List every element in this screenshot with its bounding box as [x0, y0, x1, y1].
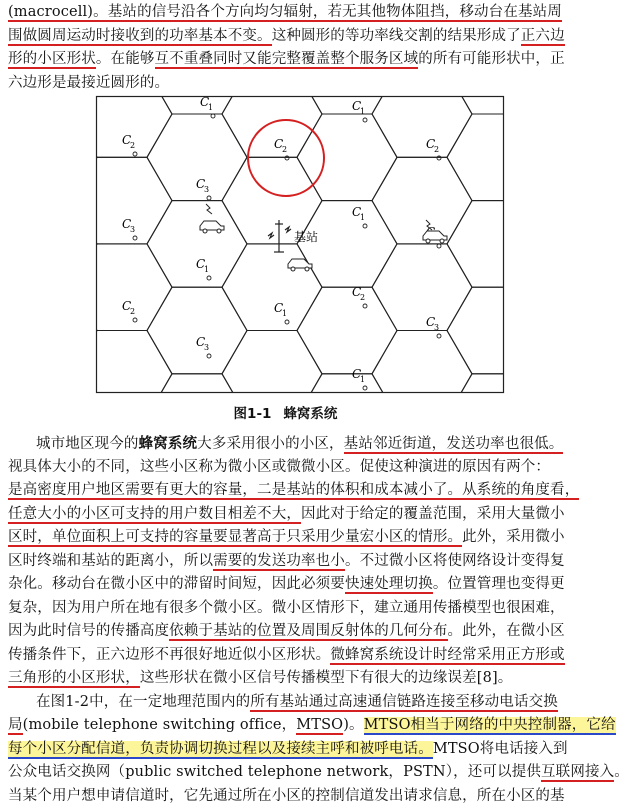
text-line — [8, 667, 579, 691]
text-run: 城市地区现今的 — [36, 436, 139, 452]
hex-cell — [0, 287, 97, 374]
body-paragraph — [0, 432, 579, 808]
hex-cell — [147, 201, 247, 288]
top-paragraph — [0, 1, 579, 95]
text-run: 杂化。移动台在微小区中的滞留时间短，因此必须要 — [8, 576, 345, 592]
cell-label: C — [352, 205, 361, 219]
cell-label: C — [122, 217, 131, 231]
text-run: )。 — [343, 717, 363, 733]
cell-label: C — [122, 299, 131, 313]
cell-label-subscript: 1 — [208, 103, 213, 112]
text-line — [8, 25, 579, 49]
hex-cell — [447, 287, 547, 374]
cell-center-dot — [437, 334, 441, 338]
text-run: 。 — [614, 764, 629, 780]
figure-caption — [0, 402, 571, 422]
cell-label: C — [274, 301, 283, 315]
cell-label-subscript: 3 — [204, 343, 209, 352]
text-line — [8, 761, 579, 785]
cell-label-subscript: 2 — [360, 293, 365, 302]
hex-cell — [72, 244, 172, 331]
hex-cell — [522, 157, 622, 244]
cell-label: C — [196, 257, 205, 271]
text-run: MTSO — [296, 717, 343, 735]
text-line — [8, 785, 579, 808]
cell-center-dot — [363, 118, 367, 122]
cell-label: C — [274, 137, 283, 151]
text-run: 大多采用很小的小区， — [197, 436, 344, 452]
cell-center-dot — [133, 318, 137, 322]
cell-label-subscript: 2 — [434, 145, 439, 154]
text-run: 蜂窝系统 — [139, 435, 198, 452]
cell-label-subscript: 2 — [130, 307, 135, 316]
text-line — [8, 620, 579, 644]
text-run: 此外，采用微小 — [462, 529, 565, 545]
text-run: 需要的发送功率也小 — [213, 553, 345, 571]
text-run: (macrocell)。基站的信号沿各个方向均匀辐射，若无其他物体阻挡，移动台在基站周 — [8, 4, 562, 22]
text-run: 复杂，因为用户所在地有很多个微小区。微小区情形下，建立通用传播模型也很困难， — [8, 600, 565, 616]
cell-center-dot — [211, 114, 215, 118]
text-run: 三角形的小区形状， — [8, 670, 140, 688]
cell-center-dot — [285, 320, 289, 324]
hex-cell — [522, 244, 622, 331]
car-icon — [200, 221, 224, 233]
text-run: MTSO相当于网络的中央控制器，它给 — [364, 717, 616, 735]
hex-cell — [222, 244, 322, 331]
cell-center-dot — [285, 156, 289, 160]
text-line — [8, 644, 579, 668]
text-run: 在图1-2中，在一定地理范围内的 — [36, 694, 250, 710]
cell-label-subscript: 3 — [204, 185, 209, 194]
text-run: 互联网接入 — [541, 764, 614, 782]
text-run: 六边形是最接近圆形的。 — [8, 75, 169, 91]
text-run: 依赖于基站的位置及周围反射体的几何分布 — [169, 623, 447, 641]
cellular-system-figure — [96, 96, 504, 394]
hex-cell — [447, 114, 547, 201]
cell-label: C — [200, 95, 209, 109]
caption-number: 图1-1 — [234, 406, 272, 422]
text-line — [8, 48, 579, 72]
cell-label-subscript: 1 — [360, 213, 365, 222]
cell-labels — [122, 95, 441, 390]
hex-cell — [147, 287, 247, 374]
text-run: 每个小区分配信道，负责协调切换过程以及接续主呼和被呼电话。 — [8, 741, 433, 759]
cell-center-dot — [133, 152, 137, 156]
text-run: 的所有可能形状中，正 — [418, 51, 565, 67]
hex-cell — [372, 244, 472, 331]
cell-center-dot — [437, 244, 441, 248]
signal-icon — [206, 204, 432, 230]
text-run: 。位置管理也变得更 — [433, 576, 565, 592]
cell-label-subscript: 1 — [204, 265, 209, 274]
cell-label-subscript: 1 — [360, 107, 365, 116]
text-line — [8, 691, 579, 715]
text-run: 因为此时信号的传播高度 — [8, 623, 169, 639]
text-run: 基站邻近街道，发送功率也很低。 — [344, 436, 564, 454]
text-line — [8, 1, 579, 25]
text-run: 正六边 — [521, 28, 565, 46]
cell-label: C — [122, 133, 131, 147]
hex-cell — [372, 157, 472, 244]
cell-label: C — [196, 335, 205, 349]
cell-center-dot — [363, 304, 367, 308]
text-line — [8, 503, 579, 527]
car-icon — [288, 259, 312, 271]
text-run: 微蜂窝系统设计时经常采用正方形或 — [330, 647, 564, 665]
cell-center-dot — [437, 156, 441, 160]
hex-cell — [0, 114, 97, 201]
cell-label-subscript: 3 — [434, 323, 439, 332]
cell-label-subscript: 2 — [282, 145, 287, 154]
hex-cell — [297, 114, 397, 201]
cell-label-subscript: 1 — [360, 375, 365, 384]
hex-cell — [297, 287, 397, 374]
caption-title: 蜂窝系统 — [283, 406, 337, 422]
text-run: 当某个用户想申请信道时，它先通过所在小区的控制信道发出请求信息，所在小区的基 — [8, 788, 565, 804]
text-line — [8, 72, 579, 96]
text-run: 因此对于给定的覆盖范围，采用大量微小 — [301, 506, 565, 522]
text-run: 这种圆形的等功率线交割的结果形成了 — [272, 28, 521, 44]
text-line — [8, 738, 579, 762]
text-line — [8, 714, 579, 738]
cell-center-dot — [207, 276, 211, 280]
base-station-icon — [268, 220, 291, 252]
text-run: 围做圆周运动时接收到的功率基本不变。 — [8, 28, 272, 46]
text-line — [8, 479, 579, 503]
cell-label: C — [352, 367, 361, 381]
text-run: 局 — [8, 717, 23, 735]
coverage-circle — [248, 120, 324, 196]
cell-center-dot — [207, 354, 211, 358]
text-line — [8, 597, 579, 621]
cell-label-subscript: 1 — [282, 309, 287, 318]
cell-label: C — [352, 99, 361, 113]
text-run: 形的小区形状 — [8, 51, 96, 69]
text-run: 。此外，在微小区 — [448, 623, 565, 639]
text-run: 公众电话交换网（public switched telephone network，PSTN），还可以提供 — [8, 764, 541, 780]
cell-label: C — [352, 285, 361, 299]
text-run: 。不过微小区将使网络设计变得复 — [345, 553, 565, 569]
base-station-label: 基站 — [294, 229, 318, 244]
text-run: 任意大小的小区可支持的用户数目相差不大， — [8, 506, 301, 524]
cell-label: C — [196, 177, 205, 191]
text-line — [8, 526, 579, 550]
cell-center-dot — [133, 236, 137, 240]
text-line — [8, 432, 579, 456]
cell-center-dot — [363, 386, 367, 390]
text-run: MTSO将电话接入到 — [433, 741, 568, 757]
text-run: 所有基站通过高速通信链路连接至移动电话交换 — [250, 694, 558, 712]
hex-cell — [447, 201, 547, 288]
text-run: 传播条件下，正六边形不再很好地近似小区形状。 — [8, 647, 330, 663]
text-run: 视具体大小的不同，这些小区称为微小区或微微小区。促使这种演进的原因有两个： — [8, 459, 550, 475]
cell-label: C — [426, 315, 435, 329]
text-run: 是高密度用户地区需要有更大的容量，二是基站的体积和成本减小了。 — [8, 482, 462, 500]
cell-center-dot — [363, 224, 367, 228]
text-run: 从系统的角度看， — [462, 482, 579, 500]
text-run: 区时终端和基站的距离小，所以 — [8, 553, 213, 569]
cell-center-dot — [207, 196, 211, 200]
text-line — [8, 550, 579, 574]
text-run: 。在能够 — [96, 51, 155, 67]
hex-cell — [0, 201, 97, 288]
cell-label: C — [426, 137, 435, 151]
text-run: (mobile telephone switching office， — [23, 717, 297, 733]
text-run: 这些形状在微小区信号传播模型下有很大的边缘误差[8]。 — [140, 670, 513, 686]
text-run: 区时，单位面积上可支持的容量要显著高于只采用少量宏小区的情形。 — [8, 529, 462, 547]
cell-label-subscript: 2 — [130, 141, 135, 150]
cell-label-subscript: 3 — [130, 225, 135, 234]
text-run: 互不重叠同时又能完整覆盖整个服务区域 — [155, 51, 419, 69]
text-line — [8, 573, 579, 597]
text-run: 快速处理切换 — [345, 576, 433, 594]
text-line — [8, 456, 579, 480]
